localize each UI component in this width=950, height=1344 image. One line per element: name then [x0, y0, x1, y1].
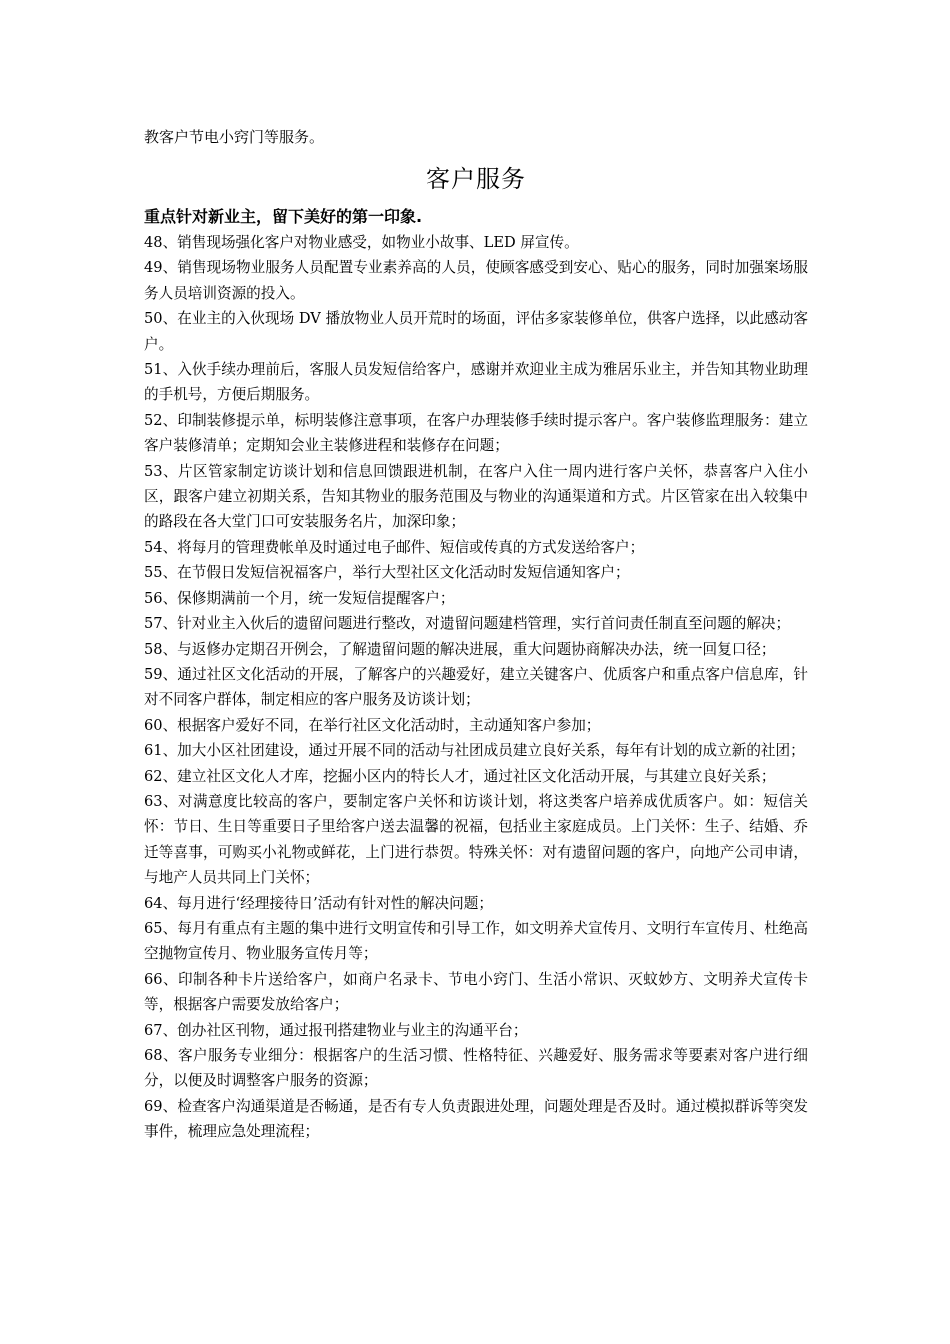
list-item: 55、在节假日发短信祝福客户，举行大型社区文化活动时发短信通知客户；	[144, 564, 630, 582]
section-subtitle: 重点针对新业主，留下美好的第一印象.	[144, 207, 423, 226]
list-item: 68、客户服务专业细分：根据客户的生活习惯、性格特征、兴趣爱好、服务需求等要素对客户进行细分，以便及时调整客户服务的资源；	[144, 1047, 808, 1090]
list-item: 48、销售现场强化客户对物业感受，如物业小故事、LED 屏宣传。	[144, 234, 579, 251]
list-item: 49、销售现场物业服务人员配置专业素养高的人员，使顾客感受到安心、贴心的服务，同时加强案场服务人员培训资源的投入。	[144, 259, 808, 302]
service-item-list	[144, 230, 808, 1145]
document-page	[144, 124, 808, 1145]
list-item: 50、在业主的入伙现场 DV 播放物业人员开荒时的场面，评估多家装修单位，供客户选择，以此感动客户。	[144, 310, 808, 353]
list-item: 58、与返修办定期召开例会，了解遗留问题的解决进展，重大问题协商解决办法，统一回复口径；	[144, 640, 776, 658]
list-item: 66、印制各种卡片送给客户，如商户名录卡、节电小窍门、生活小常识、灭蚊妙方、文明养犬宣传卡等，根据客户需要发放给客户；	[144, 970, 808, 1014]
list-item: 57、针对业主入伙后的遗留问题进行整改，对遗留问题建档管理，实行首问责任制直至问题的解决；	[144, 615, 791, 633]
list-item: 51、入伙手续办理前后，客服人员发短信给客户，感谢并欢迎业主成为雅居乐业主，并告知其物业助理的手机号，方便后期服务。	[144, 361, 808, 404]
list-item: 63、对满意度比较高的客户，要制定客户关怀和访谈计划，将这类客户培养成优质客户。如：短信关怀：节日、生日等重要日子里给客户送去温馨的祝福，包括业主家庭成员。上门关怀：生子、结婚、乔迁等喜事，可购买小礼物或鲜花，上门进行恭贺。特殊关怀：对有遗留问题的客户，向地产公司申请，与地产人员共同上门关怀；	[144, 792, 808, 887]
list-item: 61、加大小区社团建设，通过开展不同的活动与社团成员建立良好关系，每年有计划的成立新的社团；	[144, 742, 805, 760]
list-item: 52、印制装修提示单，标明装修注意事项，在客户办理装修手续时提示客户。客户装修监理服务：建立客户装修清单；定期知会业主装修进程和装修存在问题；	[144, 411, 808, 455]
list-item: 62、建立社区文化人才库，挖掘小区内的特长人才，通过社区文化活动开展，与其建立良好关系；	[144, 767, 776, 785]
list-item: 59、通过社区文化活动的开展，了解客户的兴趣爱好，建立关键客户、优质客户和重点客户信息库，针对不同客户群体，制定相应的客户服务及访谈计划；	[144, 665, 808, 709]
list-item: 67、创办社区刊物，通过报刊搭建物业与业主的沟通平台；	[144, 1021, 528, 1039]
list-item: 54、将每月的管理费帐单及时通过电子邮件、短信或传真的方式发送给客户；	[144, 538, 645, 556]
list-item: 65、每月有重点有主题的集中进行文明宣传和引导工作，如文明养犬宣传月、文明行车宣传月、杜绝高空抛物宣传月、物业服务宣传月等；	[144, 919, 808, 963]
list-item: 64、每月进行‘经理接待日’活动有针对性的解决问题；	[144, 894, 493, 912]
intro-paragraph: 教客户节电小窍门等服务。	[144, 128, 325, 146]
list-item: 56、保修期满前一个月，统一发短信提醒客户；	[144, 589, 455, 607]
section-title: 客户服务	[426, 165, 526, 193]
list-item: 53、片区管家制定访谈计划和信息回馈跟进机制，在客户入住一周内进行客户关怀，恭喜客户入住小区，跟客户建立初期关系，告知其物业的服务范围及与物业的沟通渠道和方式。片区管家在出入较集中的路段在各大堂门口可安装服务名片，加深印象；	[144, 462, 808, 531]
list-item: 69、检查客户沟通渠道是否畅通，是否有专人负责跟进处理，问题处理是否及时。通过模拟群诉等突发事件，梳理应急处理流程；	[144, 1097, 808, 1141]
list-item: 60、根据客户爱好不同，在举行社区文化活动时，主动通知客户参加；	[144, 716, 601, 734]
